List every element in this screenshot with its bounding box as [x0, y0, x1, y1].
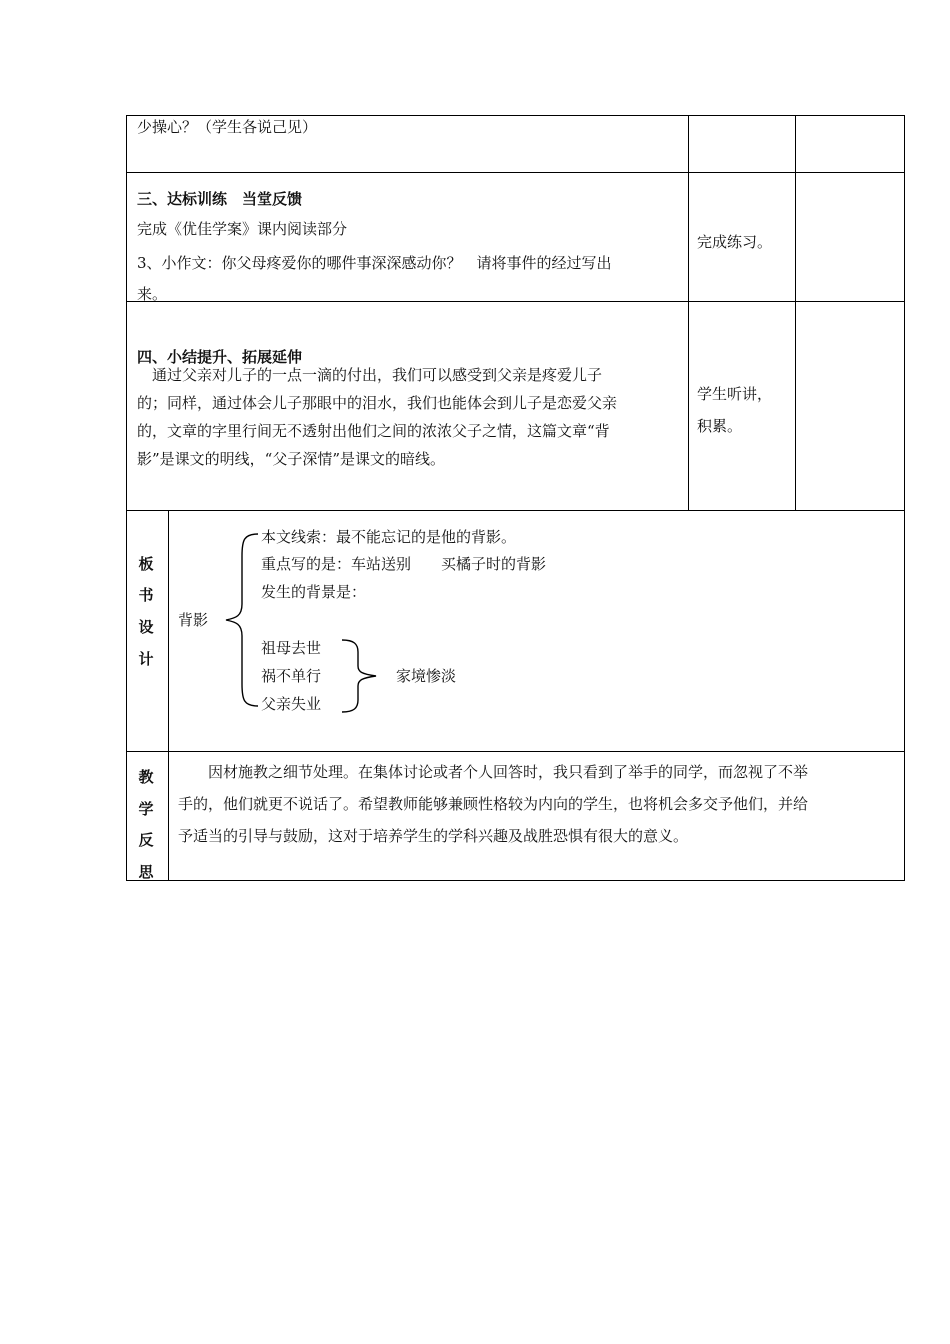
row2-line3: 来。 [137, 285, 168, 303]
reflection-label-char: 学 [138, 800, 154, 818]
board-label-char: 板 [138, 555, 154, 573]
left-brace-icon [222, 532, 262, 708]
board-sub-item-3: 父亲失业 [261, 695, 322, 713]
reflection-label-char: 思 [138, 863, 154, 881]
board-item-2: 重点写的是：车站送别 买橘子时的背影 [261, 555, 547, 573]
board-label-char: 设 [138, 618, 154, 636]
reflection-label-char: 教 [138, 768, 154, 786]
row1-text: 少操心？（学生各说己见） [137, 118, 318, 136]
board-item-3: 发生的背景是： [261, 583, 367, 601]
row3-student-line-1: 学生听讲， [697, 385, 773, 403]
reflection-line-1: 因材施教之细节处理。在集体讨论或者个人回答时，我只看到了举手的同学，而忽视了不举 [178, 763, 809, 781]
row2-line2: 3、小作文：你父母疼爱你的哪件事深深感动你？ 请将事件的经过写出 [137, 254, 612, 272]
reflection-label-char: 反 [138, 831, 154, 849]
board-sub-item-1: 祖母去世 [261, 639, 322, 657]
row2-line1: 完成《优佳学案》课内阅读部分 [137, 220, 348, 238]
summary-line-1: 通过父亲对儿子的一点一滴的付出，我们可以感受到父亲是疼爱儿子 [137, 366, 603, 384]
board-label-char: 书 [138, 586, 154, 604]
right-brace-icon [340, 638, 380, 714]
section-4-heading: 四、小结提升、拓展延伸 [137, 348, 303, 366]
board-result: 家境惨淡 [396, 667, 457, 685]
row2-student-activity: 完成练习。 [697, 233, 773, 251]
board-root: 背影 [178, 611, 209, 629]
board-label-char: 计 [138, 650, 154, 668]
row3-student-line-2: 积累。 [697, 417, 743, 435]
summary-line-4: 影”是课文的明线，“父子深情”是课文的暗线。 [137, 450, 446, 468]
section-3-heading: 三、达标训练 当堂反馈 [137, 190, 303, 208]
board-item-1: 本文线索：最不能忘记的是他的背影。 [261, 528, 517, 546]
summary-line-2: 的；同样，通过体会儿子那眼中的泪水，我们也能体会到儿子是恋爱父亲 [137, 394, 618, 412]
reflection-line-2: 手的，他们就更不说话了。希望教师能够兼顾性格较为内向的学生，也将机会多交予他们，并给 [178, 795, 809, 813]
board-sub-item-2: 祸不单行 [261, 667, 322, 685]
summary-line-3: 的，文章的字里行间无不透射出他们之间的浓浓父子之情，这篇文章“背 [137, 422, 610, 440]
reflection-line-3: 予适当的引导与鼓励，这对于培养学生的学科兴趣及战胜恐惧有很大的意义。 [178, 827, 689, 845]
